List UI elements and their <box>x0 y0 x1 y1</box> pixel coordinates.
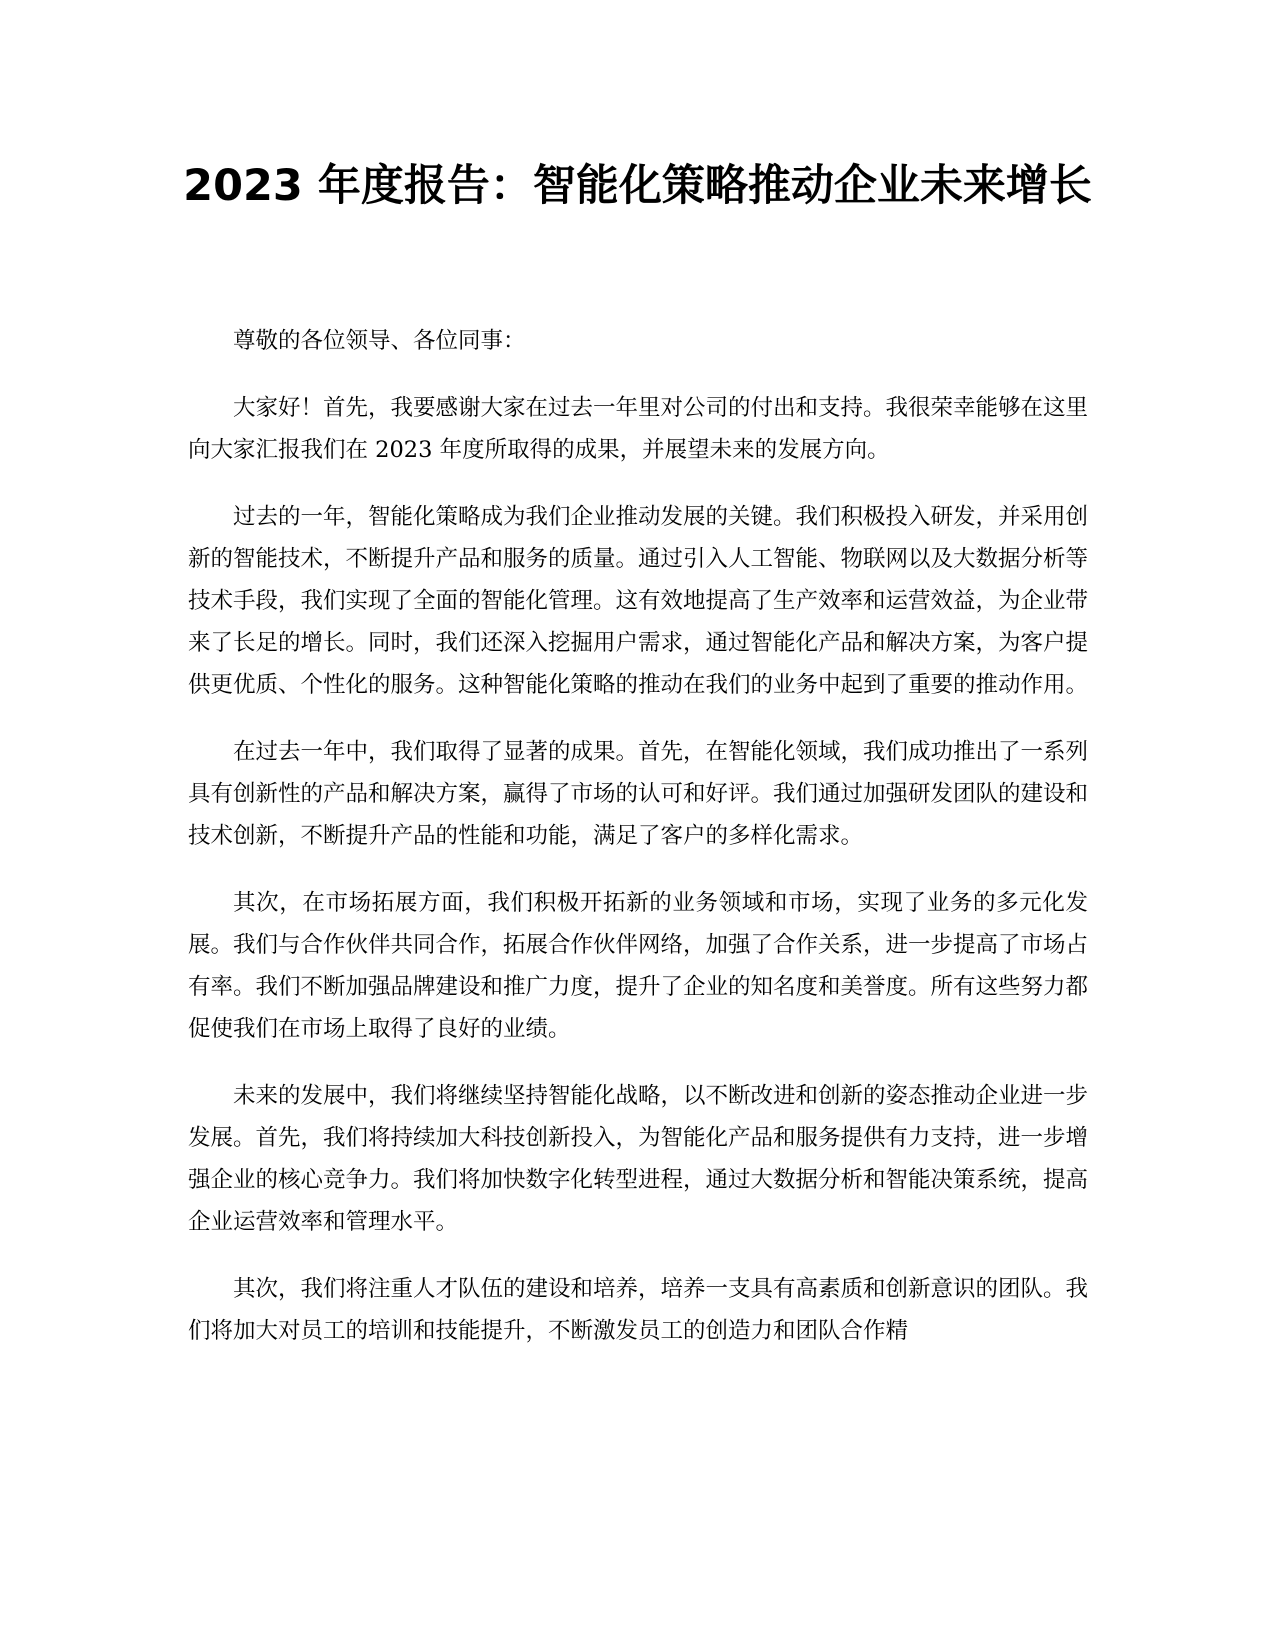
paragraph-achievements: 在过去一年中，我们取得了显著的成果。首先，在智能化领域，我们成功推出了一系列具有创新性的产品和解决方案，赢得了市场的认可和好评。我们通过加强研发团队的建设和技术创新，不断提升产品的性能和功能，满足了客户的多样化需求。 <box>188 739 1089 849</box>
paragraph-greeting: 大家好！首先，我要感谢大家在过去一年里对公司的付出和支持。我很荣幸能够在这里向大家汇报我们在 2023 年度所取得的成果，并展望未来的发展方向。 <box>188 395 1089 463</box>
document-title: 2023 年度报告：智能化策略推动企业未来增长 <box>183 161 1092 211</box>
paragraph-salutation: 尊敬的各位领导、各位同事： <box>233 328 526 354</box>
document-body <box>188 320 1088 1377</box>
paragraph-future-development: 未来的发展中，我们将继续坚持智能化战略，以不断改进和创新的姿态推动企业进一步发展。首先，我们将持续加大科技创新投入，为智能化产品和服务提供有力支持，进一步增强企业的核心竞争力。我们将加快数字化转型进程，通过大数据分析和智能决策系统，提高企业运营效率和管理水平。 <box>188 1083 1089 1235</box>
paragraph-talent: 其次，我们将注重人才队伍的建设和培养，培养一支具有高素质和创新意识的团队。我们将加大对员工的培训和技能提升，不断激发员工的创造力和团队合作精 <box>188 1276 1089 1344</box>
paragraph-market-expansion: 其次，在市场拓展方面，我们积极开拓新的业务领域和市场，实现了业务的多元化发展。我们与合作伙伴共同合作，拓展合作伙伴网络，加强了合作关系，进一步提高了市场占有率。我们不断加强品牌建设和推广力度，提升了企业的知名度和美誉度。所有这些努力都促使我们在市场上取得了良好的业绩。 <box>188 890 1089 1042</box>
paragraph-strategy: 过去的一年，智能化策略成为我们企业推动发展的关键。我们积极投入研发，并采用创新的智能技术，不断提升产品和服务的质量。通过引入人工智能、物联网以及大数据分析等技术手段，我们实现了全面的智能化管理。这有效地提高了生产效率和运营效益，为企业带来了长足的增长。同时，我们还深入挖掘用户需求，通过智能化产品和解决方案，为客户提供更优质、个性化的服务。这种智能化策略的推动在我们的业务中起到了重要的推动作用。 <box>188 504 1089 698</box>
